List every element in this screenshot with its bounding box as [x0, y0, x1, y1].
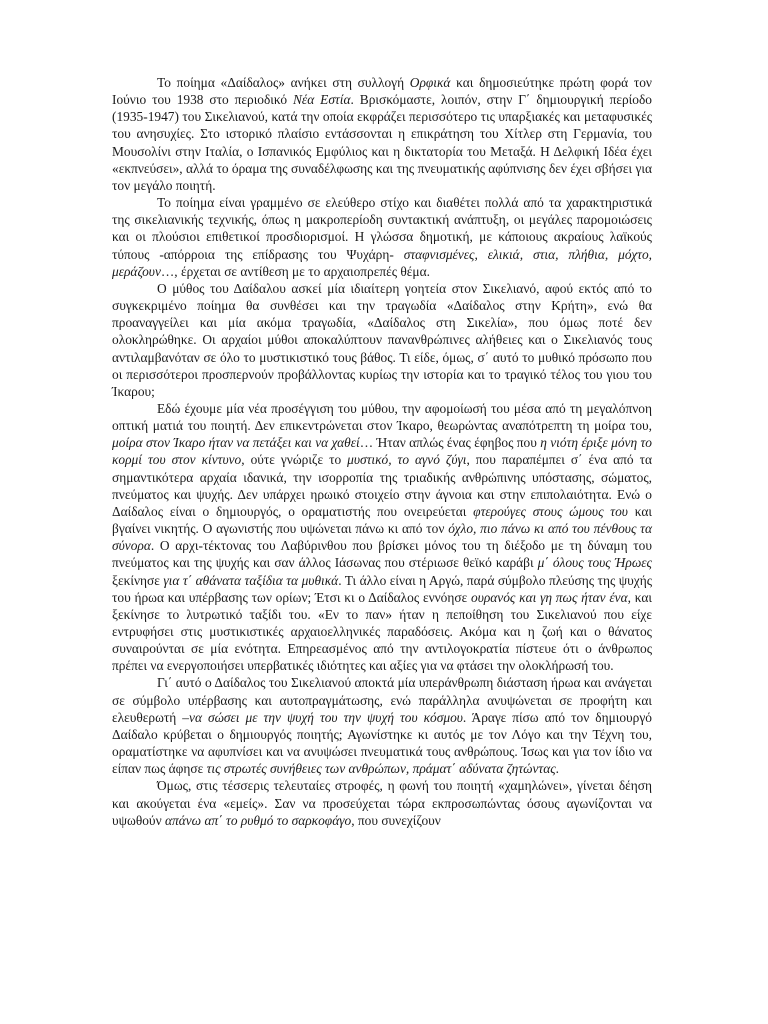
text-run: Εδώ έχουμε μία νέα προσέγγιση του μύθου, την αφομοίωσή του μέσα από τη μεγαλόπνοη οπτική ματιά του ποιητή. Δεν επικεντρώνεται στον Ίκαρο, θεωρώντας αναπότρεπτη τη μοίρα του, [112, 400, 652, 434]
text-run: και δημοσιεύτηκε πρώτη φορά τον Ιούνιο του 1938 στο περιοδικό [112, 75, 652, 108]
italic-run: φτερούγες στους ώμους του [473, 503, 628, 519]
italic-run: Νέα Εστία [292, 92, 351, 108]
italic-run: η νιότη έριξε μόνη το κορμί του στον κίντυνο [112, 435, 652, 468]
document-page [112, 74, 652, 829]
text-run: , ούτε γνώριζε το [241, 452, 348, 468]
text-run: . Τι άλλο είναι η Αργώ, παρά σύμβολο πλεύσης της ψυχής του ήρωα και υπέρβασης των ορίων; Έτσι κι ο Δαίδαλος εννόησε [112, 572, 652, 605]
paragraph-2 [112, 194, 652, 280]
italic-run: σταφνισμένες, ελικιά, στια, πλήθια, μόχτο, μεράζουν [112, 246, 652, 279]
italic-run: να σώσει με την ψυχή του την ψυχή του κόσμου [189, 709, 463, 725]
paragraph-3 [112, 280, 652, 400]
italic-run: τις στρωτές συνήθειες των ανθρώπων, πράματ΄ αδύνατα ζητώντας [206, 761, 556, 777]
text-run: Το ποίημα «Δαίδαλος» ανήκει στη συλλογή [157, 75, 410, 90]
text-run: , που παραπέμπει σ΄ ένα από τα σημαντικότερα αρχαία ιδανικά, την ισορροπία της τριαδικής ανθρώπινης υπόστασης, σώματος, πνεύματος και ψυχής. Δεν υπάρχει ηρωικό στοιχείο στην άγνοια και στην επιπολαιότητα. Ενώ ο Δαίδαλος είναι ο δημιουργός, ο οραματιστής που ονειρεύεται [112, 452, 652, 519]
italic-run: μ΄ όλους τους Ήρωες [537, 555, 652, 571]
text-run: και βγαίνει νικητής. Ο αγωνιστής που υψώνεται πάνω κι από τον [112, 503, 652, 537]
italic-run: για τ΄ αθάνατα ταξίδια τα μυθικά [163, 572, 339, 588]
paragraph-5 [112, 674, 652, 777]
italic-run: Ορφικά [409, 75, 451, 90]
text-run: Όμως, στις τέσσερις τελευταίες στροφές, η φωνή του ποιητή «χαμηλώνει», γίνεται δέηση και ακούγεται ένα «εμείς». Σαν να προσεύχεται τώρα εκπροσωπώντας όσους αγωνίζονται να υψωθούν [112, 778, 652, 828]
italic-run: ουρανός και γη πως ήταν ένα [471, 589, 628, 605]
italic-run: απάνω απ΄ το ρυθμό το σαρκοφάγο [164, 812, 352, 828]
paragraph-1 [112, 74, 652, 194]
text-run: . [555, 761, 560, 777]
paragraph-6 [112, 777, 652, 828]
text-run: Γι΄ αυτό ο Δαίδαλος του Σικελιανού αποκτά μία υπεράνθρωπη διάσταση ήρωα και ανάγεται σε σύμβολο υπέρβασης και αυτοπραγμάτωσης, ενώ παράλληλα ανυψώνεται σε προφήτη και ελευθερωτή – [112, 675, 652, 725]
text-run: Ο μύθος του Δαίδαλου ασκεί μία ιδιαίτερη γοητεία στον Σικελιανό, αφού εκτός από το συγκεκριμένο ποίημα θα συνθέσει και την τραγωδία «Δαίδαλος στην Κρήτη», ενώ θα προαναγγείλει και μία ακόμα τραγωδία, «Δαίδαλος στη Σικελία», που όμως ποτέ δεν ολοκληρώθηκε. Οι αρχαίοι μύθοι αποκαλύπτουν πανανθρώπινες αλήθειες και ο Σικελιανός τους αντιλαμβανόταν σε όλο το μυστικιστικό τους βάθος. Τι είδε, όμως, σ΄ αυτό το μυθικό πρόσωπο που οι περισσότεροι προσπερνούν προβάλλοντας κυρίως την ιστορία και το τραγικό τέλος του γιου του Ίκαρου; [112, 280, 652, 399]
text-run: , που συνεχίζουν [351, 812, 441, 828]
text-run: ξεκίνησε [112, 572, 164, 588]
italic-run: μοίρα στον Ίκαρο ήταν να πετάξει και να χαθεί [112, 435, 360, 451]
italic-run: όχλο, πιο πάνω κι από του πένθους τα σύνορα [112, 521, 653, 554]
italic-run: μυστικό, το αγνό ζύγι [347, 452, 467, 468]
text-run: . Ο αρχι-τέκτονας του Λαβύρινθου που βρίσκει μόνος του τη διέξοδο με τη δύναμη του πνεύματος και της ψυχής και σαν άλλος Ιάσωνας που στέριωσε θεϊκό καράβι [112, 538, 652, 571]
text-run: Το ποίημα είναι γραμμένο σε ελεύθερο στίχο και διαθέτει πολλά από τα χαρακτηριστικά της σικελιανικής τεχνικής, όπως η μακροπερίοδη συντακτική ανάπτυξη, οι μεγάλες παρομοιώσεις και οι πλούσιοι επιθετικοί προσδιορισμοί. Η γλώσσα δημοτική, με κάποιους ακραίους λαϊκούς τύπους -απόρροια της επίδρασης του Ψυχάρη- [112, 195, 652, 262]
text-run: . Βρισκόμαστε, λοιπόν, στην Γ΄ δημιουργική περίοδο (1935-1947) του Σικελιανού, κατά την οποία εκφράζει περισσότερο τις υπαρξιακές και μεταφυσικές του ανησυχίες. Στο ιστορικό πλαίσιο εντάσσονται η επικράτηση του Χίτλερ στη Γερμανία, του Μουσολίνι στην Ιταλία, ο Ισπανικός Εμφύλιος και η δικτατορία του Μεταξά. Η Δελφική Ιδέα έχει «εκπνεύσει», αλλά το όραμα της συναδέλφωσης και της πνευματικής αφύπνισης δεν έχει σβήσει για τον μεγάλο ποιητή. [112, 92, 652, 193]
text-run: …, έρχεται σε αντίθεση με το αρχαιοπρεπές θέμα. [160, 263, 430, 279]
text-run: , και ξεκίνησε το λυτρωτικό ταξίδι του. «Εν το παν» ήταν η πεποίθηση του Σικελιανού που είχε εντρυφήσει στις μυστικιστικές αρχαιοελληνικές παραδόσεις. Ακόμα και η ζωή και ο θάνατος συναιρούνται σε μία ενότητα. Επηρεασμένος από την αντιλογοκρατία πίστευε ότι ο άνθρωπος πρέπει να ενεργοποιήσει υπερβατικές ιδιότητες και αξίες για να φτάσει την ολοκλήρωσή του. [112, 589, 652, 674]
text-run: … Ήταν απλώς ένας έφηβος που [359, 435, 541, 451]
paragraph-4 [112, 400, 652, 675]
text-run: . Άραγε πίσω από τον δημιουργό Δαίδαλο κρύβεται ο δημιουργός ποιητής; Αγωνίστηκε κι αυτός με τον Λόγο και την Τέχνη του, οραματίστηκε να αφυπνίσει και να ανυψώσει πνευματικά τους ανθρώπους. Ίσως και για τον ίδιο να είπαν πως άφησε [112, 709, 652, 777]
